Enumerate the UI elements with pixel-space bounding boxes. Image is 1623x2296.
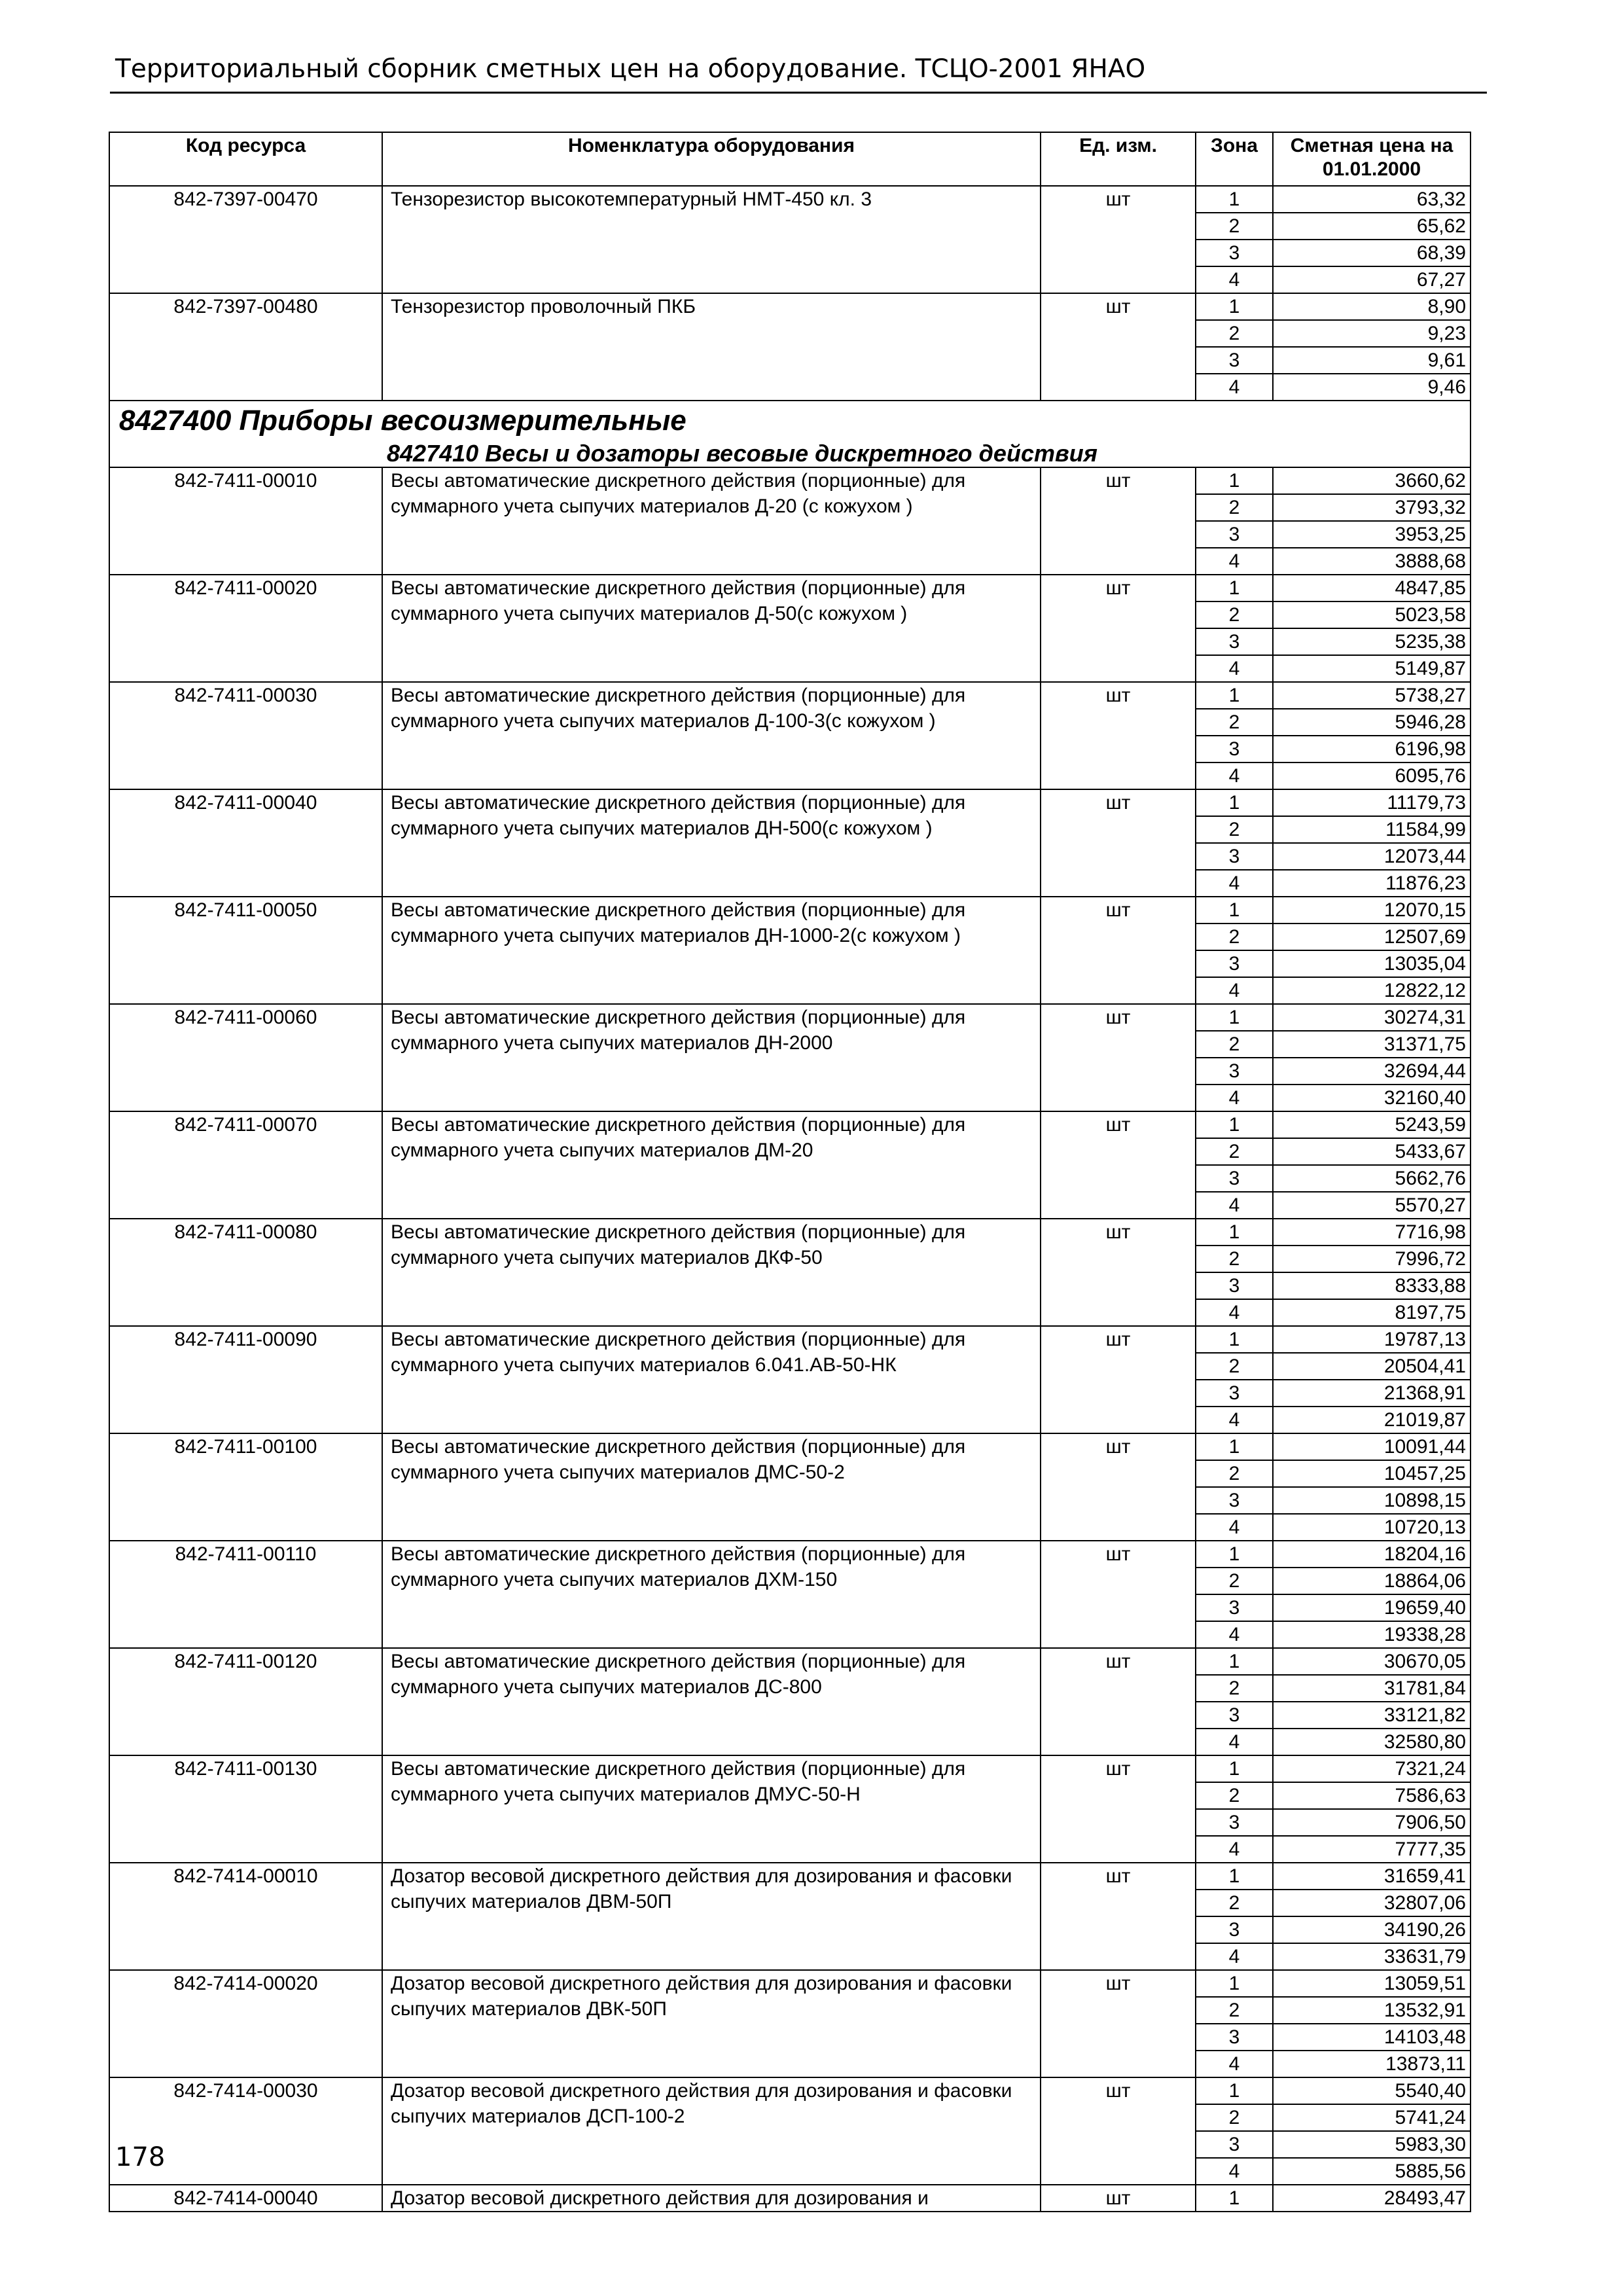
unit-of-measure: шт: [1041, 1755, 1196, 1863]
equipment-name: Весы автоматические дискретного действия (порционные) для суммарного учета сыпучих материалов ДМ-20: [382, 1111, 1041, 1219]
zone-cell: 3: [1196, 1165, 1273, 1192]
price-cell: 13035,04: [1273, 950, 1471, 977]
zone-cell: 2: [1196, 1246, 1273, 1272]
column-header-zone: Зона: [1196, 132, 1273, 186]
price-cell: 31371,75: [1273, 1031, 1471, 1058]
equipment-name: Весы автоматические дискретного действия (порционные) для суммарного учета сыпучих материалов ДН-1000-2(с кожухом ): [382, 897, 1041, 1004]
equipment-name: Весы автоматические дискретного действия (порционные) для суммарного учета сыпучих материалов ДМС-50-2: [382, 1433, 1041, 1541]
price-cell: 6095,76: [1273, 762, 1471, 789]
price-cell: 14103,48: [1273, 2024, 1471, 2051]
price-cell: 10720,13: [1273, 1514, 1471, 1541]
zone-cell: 2: [1196, 1460, 1273, 1487]
zone-cell: 1: [1196, 1433, 1273, 1460]
resource-code: 842-7411-00120: [109, 1648, 382, 1755]
zone-cell: 4: [1196, 2158, 1273, 2185]
price-cell: 12070,15: [1273, 897, 1471, 924]
unit-of-measure: шт: [1041, 1326, 1196, 1433]
price-cell: 4847,85: [1273, 575, 1471, 601]
price-cell: 6196,98: [1273, 736, 1471, 762]
table-row: [109, 789, 1471, 816]
equipment-name: Дозатор весовой дискретного действия для дозирования и фасовки сыпучих материалов ДВМ-50П: [382, 1863, 1041, 1970]
price-cell: 7586,63: [1273, 1782, 1471, 1809]
unit-of-measure: шт: [1041, 789, 1196, 897]
price-cell: 9,23: [1273, 320, 1471, 347]
price-cell: 12507,69: [1273, 924, 1471, 950]
zone-cell: 1: [1196, 1648, 1273, 1675]
zone-cell: 4: [1196, 374, 1273, 401]
price-cell: 5023,58: [1273, 601, 1471, 628]
resource-code: 842-7411-00040: [109, 789, 382, 897]
zone-cell: 4: [1196, 1514, 1273, 1541]
price-cell: 5738,27: [1273, 682, 1471, 709]
zone-cell: 4: [1196, 1192, 1273, 1219]
zone-cell: 1: [1196, 1004, 1273, 1031]
table-row: [109, 1970, 1471, 1997]
resource-code: 842-7411-00080: [109, 1219, 382, 1326]
price-cell: 10091,44: [1273, 1433, 1471, 1460]
zone-cell: 1: [1196, 789, 1273, 816]
column-header-unit: Ед. изм.: [1041, 132, 1196, 186]
zone-cell: 4: [1196, 548, 1273, 575]
zone-cell: 3: [1196, 521, 1273, 548]
page-number: 178: [115, 2142, 166, 2172]
price-cell: 20504,41: [1273, 1353, 1471, 1380]
zone-cell: 3: [1196, 2024, 1273, 2051]
subsection-heading-row: [109, 440, 1471, 467]
zone-cell: 3: [1196, 1809, 1273, 1836]
table-row: [109, 682, 1471, 709]
price-cell: 9,61: [1273, 347, 1471, 374]
price-cell: 5885,56: [1273, 2158, 1471, 2185]
zone-cell: 2: [1196, 213, 1273, 240]
price-cell: 10898,15: [1273, 1487, 1471, 1514]
section-heading: 8427400 Приборы весоизмерительные: [109, 401, 1471, 440]
zone-cell: 1: [1196, 1970, 1273, 1997]
table-row: [109, 1863, 1471, 1890]
zone-cell: 1: [1196, 682, 1273, 709]
zone-cell: 2: [1196, 1675, 1273, 1702]
zone-cell: 3: [1196, 1380, 1273, 1407]
zone-cell: 1: [1196, 575, 1273, 601]
price-cell: 34190,26: [1273, 1916, 1471, 1943]
price-cell: 13873,11: [1273, 2051, 1471, 2077]
price-cell: 7777,35: [1273, 1836, 1471, 1863]
zone-cell: 2: [1196, 709, 1273, 736]
equipment-name: Весы автоматические дискретного действия (порционные) для суммарного учета сыпучих материалов ДН-2000: [382, 1004, 1041, 1111]
section-heading-row: [109, 401, 1471, 440]
price-cell: 67,27: [1273, 266, 1471, 293]
zone-cell: 4: [1196, 2051, 1273, 2077]
zone-cell: 2: [1196, 2104, 1273, 2131]
zone-cell: 2: [1196, 1138, 1273, 1165]
price-cell: 7906,50: [1273, 1809, 1471, 1836]
price-cell: 3888,68: [1273, 548, 1471, 575]
table-row: [109, 1648, 1471, 1675]
unit-of-measure: шт: [1041, 1004, 1196, 1111]
zone-cell: 4: [1196, 1407, 1273, 1433]
table-row: [109, 1219, 1471, 1246]
table-row: [109, 1326, 1471, 1353]
resource-code: 842-7414-00030: [109, 2077, 382, 2185]
zone-cell: 1: [1196, 186, 1273, 213]
price-cell: 5540,40: [1273, 2077, 1471, 2104]
zone-cell: 4: [1196, 1299, 1273, 1326]
price-cell: 7996,72: [1273, 1246, 1471, 1272]
table-row: [109, 2077, 1471, 2104]
price-cell: 11584,99: [1273, 816, 1471, 843]
price-cell: 9,46: [1273, 374, 1471, 401]
price-cell: 5570,27: [1273, 1192, 1471, 1219]
price-cell: 32807,06: [1273, 1890, 1471, 1916]
price-cell: 21368,91: [1273, 1380, 1471, 1407]
zone-cell: 2: [1196, 320, 1273, 347]
price-cell: 31781,84: [1273, 1675, 1471, 1702]
table-row: [109, 293, 1471, 320]
unit-of-measure: шт: [1041, 1111, 1196, 1219]
resource-code: 842-7411-00100: [109, 1433, 382, 1541]
unit-of-measure: шт: [1041, 186, 1196, 293]
price-cell: 68,39: [1273, 240, 1471, 266]
price-cell: 11179,73: [1273, 789, 1471, 816]
equipment-name: Весы автоматические дискретного действия (порционные) для суммарного учета сыпучих материалов ДХМ-150: [382, 1541, 1041, 1648]
zone-cell: 1: [1196, 467, 1273, 494]
price-cell: 12822,12: [1273, 977, 1471, 1004]
price-cell: 13059,51: [1273, 1970, 1471, 1997]
price-cell: 30274,31: [1273, 1004, 1471, 1031]
price-cell: 3953,25: [1273, 521, 1471, 548]
resource-code: 842-7414-00040: [109, 2185, 382, 2212]
zone-cell: 1: [1196, 293, 1273, 320]
zone-cell: 4: [1196, 1729, 1273, 1755]
zone-cell: 1: [1196, 2077, 1273, 2104]
resource-code: 842-7411-00130: [109, 1755, 382, 1863]
unit-of-measure: шт: [1041, 1541, 1196, 1648]
zone-cell: 4: [1196, 977, 1273, 1004]
table-row: [109, 1755, 1471, 1782]
equipment-name: Тензорезистор высокотемпературный НМТ-450 кл. 3: [382, 186, 1041, 293]
equipment-name: Дозатор весовой дискретного действия для дозирования и: [382, 2185, 1041, 2212]
unit-of-measure: шт: [1041, 1433, 1196, 1541]
table-row: [109, 1433, 1471, 1460]
zone-cell: 3: [1196, 1916, 1273, 1943]
price-cell: 8,90: [1273, 293, 1471, 320]
title-divider: [110, 92, 1487, 94]
unit-of-measure: шт: [1041, 467, 1196, 575]
resource-code: 842-7411-00060: [109, 1004, 382, 1111]
equipment-name: Весы автоматические дискретного действия (порционные) для суммарного учета сыпучих материалов Д-100-3(с кожухом ): [382, 682, 1041, 789]
zone-cell: 4: [1196, 655, 1273, 682]
table-row: [109, 1111, 1471, 1138]
table-row: [109, 467, 1471, 494]
resource-code: 842-7414-00010: [109, 1863, 382, 1970]
unit-of-measure: шт: [1041, 1970, 1196, 2077]
table-row: [109, 186, 1471, 213]
price-cell: 19787,13: [1273, 1326, 1471, 1353]
zone-cell: 2: [1196, 1031, 1273, 1058]
price-cell: 18204,16: [1273, 1541, 1471, 1568]
price-cell: 21019,87: [1273, 1407, 1471, 1433]
price-cell: 5741,24: [1273, 2104, 1471, 2131]
unit-of-measure: шт: [1041, 682, 1196, 789]
price-cell: 18864,06: [1273, 1568, 1471, 1594]
equipment-name: Весы автоматические дискретного действия (порционные) для суммарного учета сыпучих материалов Д-50(с кожухом ): [382, 575, 1041, 682]
price-cell: 5149,87: [1273, 655, 1471, 682]
equipment-name: Весы автоматические дискретного действия (порционные) для суммарного учета сыпучих материалов 6.041.АВ-50-НК: [382, 1326, 1041, 1433]
zone-cell: 2: [1196, 494, 1273, 521]
resource-code: 842-7397-00480: [109, 293, 382, 401]
zone-cell: 4: [1196, 1836, 1273, 1863]
zone-cell: 4: [1196, 266, 1273, 293]
table-row: [109, 2185, 1471, 2212]
table-body: [109, 186, 1471, 2212]
resource-code: 842-7411-00110: [109, 1541, 382, 1648]
subsection-heading: 8427410 Весы и дозаторы весовые дискретного действия: [109, 440, 1471, 467]
zone-cell: 3: [1196, 736, 1273, 762]
zone-cell: 4: [1196, 1085, 1273, 1111]
unit-of-measure: шт: [1041, 1648, 1196, 1755]
price-cell: 7321,24: [1273, 1755, 1471, 1782]
zone-cell: 2: [1196, 924, 1273, 950]
equipment-name: Весы автоматические дискретного действия (порционные) для суммарного учета сыпучих материалов ДН-500(с кожухом ): [382, 789, 1041, 897]
price-cell: 13532,91: [1273, 1997, 1471, 2024]
zone-cell: 3: [1196, 347, 1273, 374]
price-cell: 3793,32: [1273, 494, 1471, 521]
price-table: [109, 132, 1471, 2212]
price-cell: 3660,62: [1273, 467, 1471, 494]
resource-code: 842-7411-00010: [109, 467, 382, 575]
price-cell: 32580,80: [1273, 1729, 1471, 1755]
table-row: [109, 897, 1471, 924]
zone-cell: 2: [1196, 1890, 1273, 1916]
table-header-row: [109, 132, 1471, 186]
zone-cell: 2: [1196, 1353, 1273, 1380]
unit-of-measure: шт: [1041, 1863, 1196, 1970]
price-cell: 5243,59: [1273, 1111, 1471, 1138]
zone-cell: 3: [1196, 2131, 1273, 2158]
resource-code: 842-7411-00050: [109, 897, 382, 1004]
column-header-price: Сметная цена на 01.01.2000: [1273, 132, 1471, 186]
column-header-code: Код ресурса: [109, 132, 382, 186]
zone-cell: 2: [1196, 1997, 1273, 2024]
unit-of-measure: шт: [1041, 2185, 1196, 2212]
price-cell: 33631,79: [1273, 1943, 1471, 1970]
price-cell: 7716,98: [1273, 1219, 1471, 1246]
price-cell: 31659,41: [1273, 1863, 1471, 1890]
price-cell: 30670,05: [1273, 1648, 1471, 1675]
page-title: Территориальный сборник сметных цен на оборудование. ТСЦО-2001 ЯНАО: [115, 54, 1146, 84]
zone-cell: 3: [1196, 1272, 1273, 1299]
zone-cell: 2: [1196, 1568, 1273, 1594]
zone-cell: 3: [1196, 628, 1273, 655]
price-cell: 33121,82: [1273, 1702, 1471, 1729]
table-row: [109, 1004, 1471, 1031]
zone-cell: 3: [1196, 843, 1273, 870]
zone-cell: 2: [1196, 816, 1273, 843]
unit-of-measure: шт: [1041, 575, 1196, 682]
zone-cell: 3: [1196, 1058, 1273, 1085]
zone-cell: 3: [1196, 1487, 1273, 1514]
zone-cell: 3: [1196, 240, 1273, 266]
equipment-name: Весы автоматические дискретного действия (порционные) для суммарного учета сыпучих материалов ДС-800: [382, 1648, 1041, 1755]
zone-cell: 3: [1196, 1702, 1273, 1729]
zone-cell: 3: [1196, 950, 1273, 977]
equipment-name: Весы автоматические дискретного действия (порционные) для суммарного учета сыпучих материалов ДМУС-50-Н: [382, 1755, 1041, 1863]
unit-of-measure: шт: [1041, 897, 1196, 1004]
zone-cell: 1: [1196, 1326, 1273, 1353]
equipment-name: Дозатор весовой дискретного действия для дозирования и фасовки сыпучих материалов ДСП-100-2: [382, 2077, 1041, 2185]
unit-of-measure: шт: [1041, 2077, 1196, 2185]
price-cell: 8333,88: [1273, 1272, 1471, 1299]
price-cell: 5946,28: [1273, 709, 1471, 736]
price-cell: 5662,76: [1273, 1165, 1471, 1192]
price-cell: 11876,23: [1273, 870, 1471, 897]
price-cell: 65,62: [1273, 213, 1471, 240]
zone-cell: 1: [1196, 1219, 1273, 1246]
equipment-name: Весы автоматические дискретного действия (порционные) для суммарного учета сыпучих материалов Д-20 (с кожухом ): [382, 467, 1041, 575]
resource-code: 842-7411-00020: [109, 575, 382, 682]
equipment-name: Тензорезистор проволочный ПКБ: [382, 293, 1041, 401]
column-header-nomenclature: Номенклатура оборудования: [382, 132, 1041, 186]
zone-cell: 2: [1196, 1782, 1273, 1809]
zone-cell: 1: [1196, 1111, 1273, 1138]
price-cell: 28493,47: [1273, 2185, 1471, 2212]
price-cell: 32160,40: [1273, 1085, 1471, 1111]
zone-cell: 1: [1196, 1863, 1273, 1890]
price-cell: 5433,67: [1273, 1138, 1471, 1165]
resource-code: 842-7414-00020: [109, 1970, 382, 2077]
unit-of-measure: шт: [1041, 1219, 1196, 1326]
zone-cell: 1: [1196, 897, 1273, 924]
price-cell: 63,32: [1273, 186, 1471, 213]
price-cell: 32694,44: [1273, 1058, 1471, 1085]
equipment-name: Дозатор весовой дискретного действия для дозирования и фасовки сыпучих материалов ДВК-50П: [382, 1970, 1041, 2077]
zone-cell: 1: [1196, 2185, 1273, 2212]
resource-code: 842-7397-00470: [109, 186, 382, 293]
table-row: [109, 1541, 1471, 1568]
zone-cell: 4: [1196, 870, 1273, 897]
zone-cell: 4: [1196, 1943, 1273, 1970]
zone-cell: 4: [1196, 762, 1273, 789]
zone-cell: 2: [1196, 601, 1273, 628]
zone-cell: 4: [1196, 1621, 1273, 1648]
price-cell: 5235,38: [1273, 628, 1471, 655]
equipment-name: Весы автоматические дискретного действия (порционные) для суммарного учета сыпучих материалов ДКФ-50: [382, 1219, 1041, 1326]
zone-cell: 3: [1196, 1594, 1273, 1621]
table-row: [109, 575, 1471, 601]
resource-code: 842-7411-00090: [109, 1326, 382, 1433]
price-cell: 12073,44: [1273, 843, 1471, 870]
price-cell: 19659,40: [1273, 1594, 1471, 1621]
unit-of-measure: шт: [1041, 293, 1196, 401]
price-cell: 19338,28: [1273, 1621, 1471, 1648]
resource-code: 842-7411-00070: [109, 1111, 382, 1219]
resource-code: 842-7411-00030: [109, 682, 382, 789]
zone-cell: 1: [1196, 1541, 1273, 1568]
price-cell: 8197,75: [1273, 1299, 1471, 1326]
zone-cell: 1: [1196, 1755, 1273, 1782]
price-cell: 5983,30: [1273, 2131, 1471, 2158]
price-cell: 10457,25: [1273, 1460, 1471, 1487]
